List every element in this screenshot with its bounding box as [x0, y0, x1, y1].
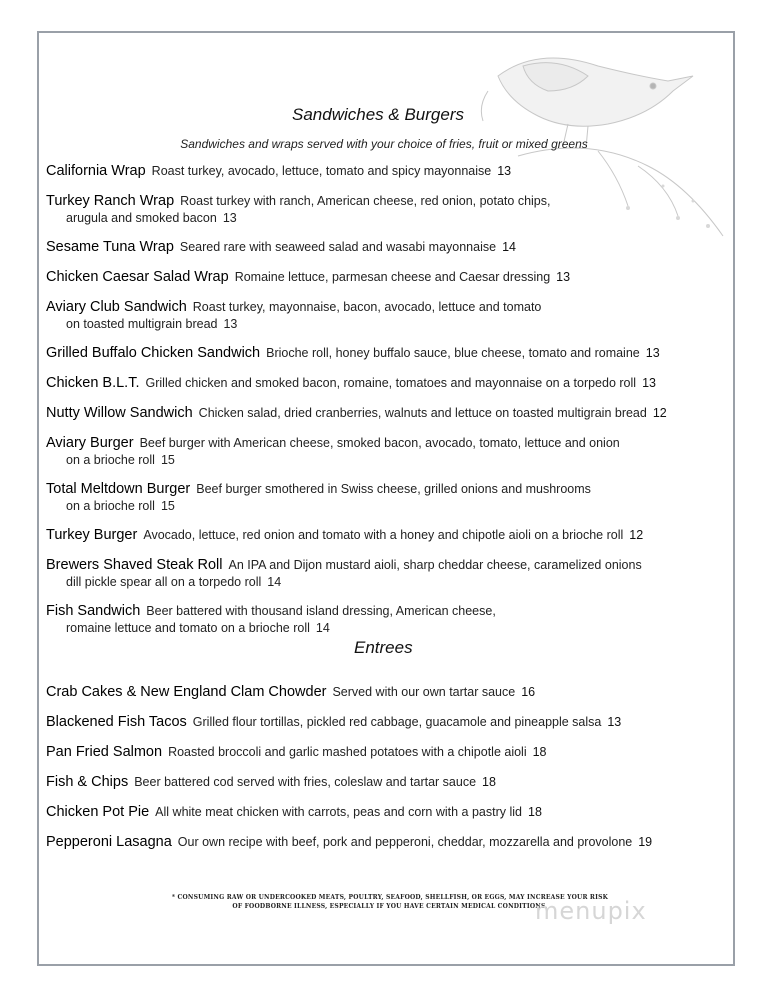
- item-description: Roasted broccoli and garlic mashed potatoes with a chipotle aioli: [168, 745, 527, 759]
- item-description: Grilled flour tortillas, pickled red cabbage, guacamole and pineapple salsa: [192, 715, 602, 729]
- item-price: 16: [521, 685, 536, 699]
- item-price: 12: [629, 528, 644, 542]
- item-name: California Wrap: [46, 163, 146, 179]
- item-name: Total Meltdown Burger: [46, 481, 191, 497]
- item-description: Roast turkey with ranch, American cheese, red onion, potato chips,: [180, 194, 551, 208]
- menu-item: [46, 603, 726, 637]
- item-description: Beef burger with American cheese, smoked bacon, avocado, tomato, lettuce and onion: [139, 436, 620, 450]
- menu-item: [46, 834, 726, 851]
- item-name: Nutty Willow Sandwich: [46, 405, 193, 421]
- item-price: 15: [160, 453, 175, 467]
- item-price: 18: [482, 775, 496, 789]
- menu-item: [46, 239, 726, 256]
- item-description-continued: on toasted multigrain bread: [66, 317, 218, 331]
- menu-item: [46, 299, 726, 333]
- item-price: 19: [638, 835, 653, 849]
- item-name: Chicken B.L.T.: [46, 375, 140, 391]
- item-price: 18: [532, 745, 547, 759]
- item-name: Chicken Pot Pie: [46, 804, 150, 820]
- item-price: 12: [652, 406, 667, 420]
- item-description: Brioche roll, honey buffalo sauce, blue cheese, tomato and romaine: [266, 346, 640, 360]
- item-description: Our own recipe with beef, pork and pepperoni, cheddar, mozzarella and provolone: [177, 835, 633, 849]
- item-name: Fish & Chips: [46, 774, 129, 790]
- item-name: Pepperoni Lasagna: [46, 834, 172, 850]
- item-description: All white meat chicken with carrots, peas and corn with a pastry lid: [155, 805, 522, 819]
- item-price: 18: [528, 805, 542, 819]
- item-price: 15: [160, 499, 175, 513]
- item-name: Turkey Burger: [46, 527, 138, 543]
- item-price: 13: [223, 317, 238, 331]
- item-name: Sesame Tuna Wrap: [46, 239, 174, 255]
- menu-item: [46, 527, 726, 544]
- item-price: 13: [607, 715, 622, 729]
- item-description: Avocado, lettuce, red onion and tomato with a honey and chipotle aioli on a brioche roll: [143, 528, 624, 542]
- item-description-continued: on a brioche roll: [66, 499, 155, 513]
- item-description-continued: dill pickle spear all on a torpedo roll: [66, 575, 262, 589]
- sandwiches-title: Sandwiches & Burgers: [292, 105, 464, 124]
- item-description: Seared rare with seaweed salad and wasabi mayonnaise: [179, 240, 497, 254]
- disclaimer-line-2: OF FOODBORNE ILLNESS, ESPECIALLY IF YOU HAVE CERTAIN MEDICAL CONDITIONS.: [232, 903, 548, 910]
- bird-illustration: [478, 36, 728, 266]
- menu-item: [46, 481, 726, 515]
- menu-item: [46, 557, 726, 591]
- item-name: Brewers Shaved Steak Roll: [46, 557, 223, 573]
- item-description: Beef burger smothered in Swiss cheese, grilled onions and mushrooms: [196, 482, 591, 496]
- item-name: Aviary Burger: [46, 435, 134, 451]
- entrees-title: Entrees: [354, 638, 413, 657]
- item-description: Grilled chicken and smoked bacon, romaine, tomatoes and mayonnaise on a torpedo roll: [145, 376, 637, 390]
- menu-item: [46, 405, 726, 422]
- item-name: Aviary Club Sandwich: [46, 299, 187, 315]
- menu-item: [46, 804, 726, 821]
- item-price: 13: [222, 211, 237, 225]
- menu-item: [46, 684, 726, 701]
- watermark: menupix: [535, 897, 647, 925]
- item-name: Chicken Caesar Salad Wrap: [46, 269, 229, 285]
- disclaimer-line-1: * CONSUMING RAW OR UNDERCOOKED MEATS, POULTRY, SEAFOOD, SHELLFISH, OR EGGS, MAY INCREASE YOUR RISK: [171, 894, 609, 901]
- menu-item: [46, 435, 726, 469]
- item-price: 13: [642, 376, 656, 390]
- item-description: Roast turkey, avocado, lettuce, tomato and spicy mayonnaise: [151, 164, 492, 178]
- item-name: Turkey Ranch Wrap: [46, 193, 175, 209]
- item-description-continued: romaine lettuce and tomato on a brioche roll: [66, 621, 310, 635]
- item-price: 13: [645, 346, 660, 360]
- item-description-continued: on a brioche roll: [66, 453, 155, 467]
- item-name: Blackened Fish Tacos: [46, 714, 187, 730]
- item-description-continued: arugula and smoked bacon: [66, 211, 217, 225]
- item-price: 13: [556, 270, 571, 284]
- item-description: An IPA and Dijon mustard aioli, sharp cheddar cheese, caramelized onions: [228, 558, 642, 572]
- item-price: 14: [315, 621, 330, 635]
- item-description: Chicken salad, dried cranberries, walnuts and lettuce on toasted multigrain bread: [198, 406, 647, 420]
- sandwiches-subtitle: Sandwiches and wraps served with your choice of fries, fruit or mixed greens: [180, 137, 588, 151]
- menu-item: [46, 163, 726, 180]
- item-name: Grilled Buffalo Chicken Sandwich: [46, 345, 261, 361]
- menu-item: [46, 714, 726, 731]
- menu-item: [46, 774, 726, 791]
- menu-item: [46, 269, 726, 286]
- item-description: Beer battered cod served with fries, coleslaw and tartar sauce: [134, 775, 477, 789]
- item-name: Crab Cakes & New England Clam Chowder: [46, 684, 327, 700]
- menu-item: [46, 375, 726, 392]
- item-name: Pan Fried Salmon: [46, 744, 163, 760]
- menu-item: [46, 345, 726, 362]
- item-description: Beer battered with thousand island dressing, American cheese,: [146, 604, 496, 618]
- item-description: Romaine lettuce, parmesan cheese and Caesar dressing: [234, 270, 551, 284]
- item-price: 14: [502, 240, 516, 254]
- item-description: Roast turkey, mayonnaise, bacon, avocado, lettuce and tomato: [192, 300, 542, 314]
- menu-item: [46, 744, 726, 761]
- item-price: 13: [497, 164, 512, 178]
- item-description: Served with our own tartar sauce: [332, 685, 516, 699]
- menu-item: [46, 193, 726, 227]
- item-name: Fish Sandwich: [46, 603, 141, 619]
- item-price: 14: [267, 575, 282, 589]
